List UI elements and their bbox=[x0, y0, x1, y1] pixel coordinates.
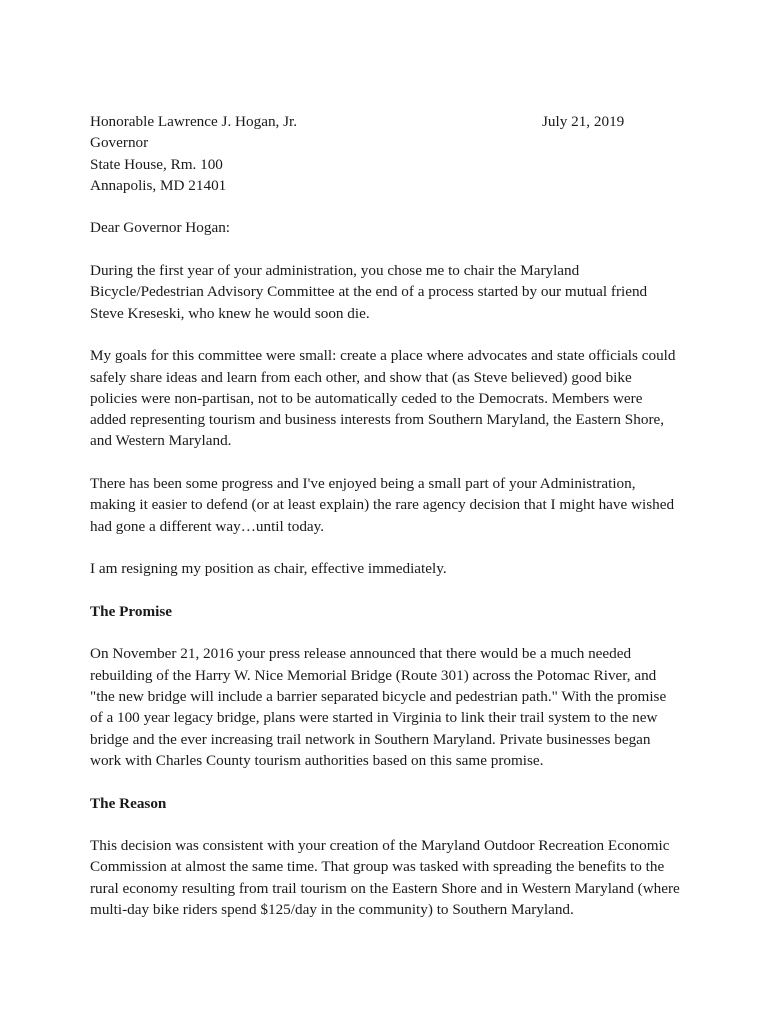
paragraph-line: Bicycle/Pedestrian Advisory Committee at the end of a process started by our mutual friend bbox=[90, 283, 648, 301]
letter-date: July 21, 2019 bbox=[542, 113, 625, 130]
paragraph-line: multi-day bike riders spend $125/day in the community) to Southern Maryland. bbox=[90, 900, 574, 918]
paragraph-line: bridge and the ever increasing trail network in Southern Maryland. Private businesses began bbox=[90, 730, 651, 748]
recipient-title: Governor bbox=[90, 134, 149, 152]
paragraph-progress bbox=[90, 473, 680, 537]
paragraph-line: safely share ideas and learn from each other, and show that (as Steve believed) good bike bbox=[90, 368, 632, 386]
paragraph-line: Steve Kreseski, who knew he would soon die. bbox=[90, 304, 370, 322]
paragraph-line: I am resigning my position as chair, effective immediately. bbox=[90, 560, 447, 578]
paragraph-line: This decision was consistent with your creation of the Maryland Outdoor Recreation Economic bbox=[90, 837, 670, 855]
paragraph-line: added representing tourism and business interests from Southern Maryland, the Eastern Shore, bbox=[90, 411, 665, 429]
recipient-name: Honorable Lawrence J. Hogan, Jr. bbox=[90, 113, 298, 130]
recipient-city: Annapolis, MD 21401 bbox=[90, 176, 227, 194]
paragraph-line: During the first year of your administration, you chose me to chair the Maryland bbox=[90, 262, 580, 280]
paragraph-line: Commission at almost the same time. That group was tasked with spreading the benefits to the bbox=[90, 858, 665, 876]
section-heading-promise: The Promise bbox=[90, 602, 172, 620]
letter-page bbox=[90, 111, 680, 920]
recipient-street: State House, Rm. 100 bbox=[90, 155, 223, 173]
section-heading-reason: The Reason bbox=[90, 794, 167, 812]
paragraph-line: There has been some progress and I've enjoyed being a small part of your Administration, bbox=[90, 475, 636, 493]
paragraph-resignation bbox=[90, 558, 680, 579]
paragraph-line: and Western Maryland. bbox=[90, 432, 232, 450]
paragraph-line: rural economy resulting from trail tourism on the Eastern Shore and in Western Maryland (where bbox=[90, 879, 680, 897]
section-body-promise bbox=[90, 643, 680, 771]
paragraph-line: "the new bridge will include a barrier separated bicycle and pedestrian path." With the promise bbox=[90, 688, 667, 706]
paragraph-line: had gone a different way…until today. bbox=[90, 517, 325, 535]
paragraph-line: of a 100 year legacy bridge, plans were started in Virginia to link their trail system to the new bbox=[90, 709, 658, 727]
paragraph-line: work with Charles County tourism authorities based on this same promise. bbox=[90, 751, 544, 769]
section-body-reason bbox=[90, 835, 680, 920]
paragraph-line: My goals for this committee were small: create a place where advocates and state officials could bbox=[90, 347, 676, 365]
letter-header bbox=[90, 111, 680, 196]
paragraph-line: making it easier to defend (or at least explain) the rare agency decision that I might have wished bbox=[90, 496, 675, 514]
paragraph-line: policies were non-partisan, not to be automatically ceded to the Democrats. Members were bbox=[90, 389, 643, 407]
salutation: Dear Governor Hogan: bbox=[90, 219, 231, 237]
paragraph-goals bbox=[90, 345, 680, 451]
paragraph-line: On November 21, 2016 your press release announced that there would be a much needed bbox=[90, 645, 632, 663]
paragraph-intro bbox=[90, 260, 680, 324]
paragraph-line: rebuilding of the Harry W. Nice Memorial Bridge (Route 301) across the Potomac River, and bbox=[90, 666, 657, 684]
